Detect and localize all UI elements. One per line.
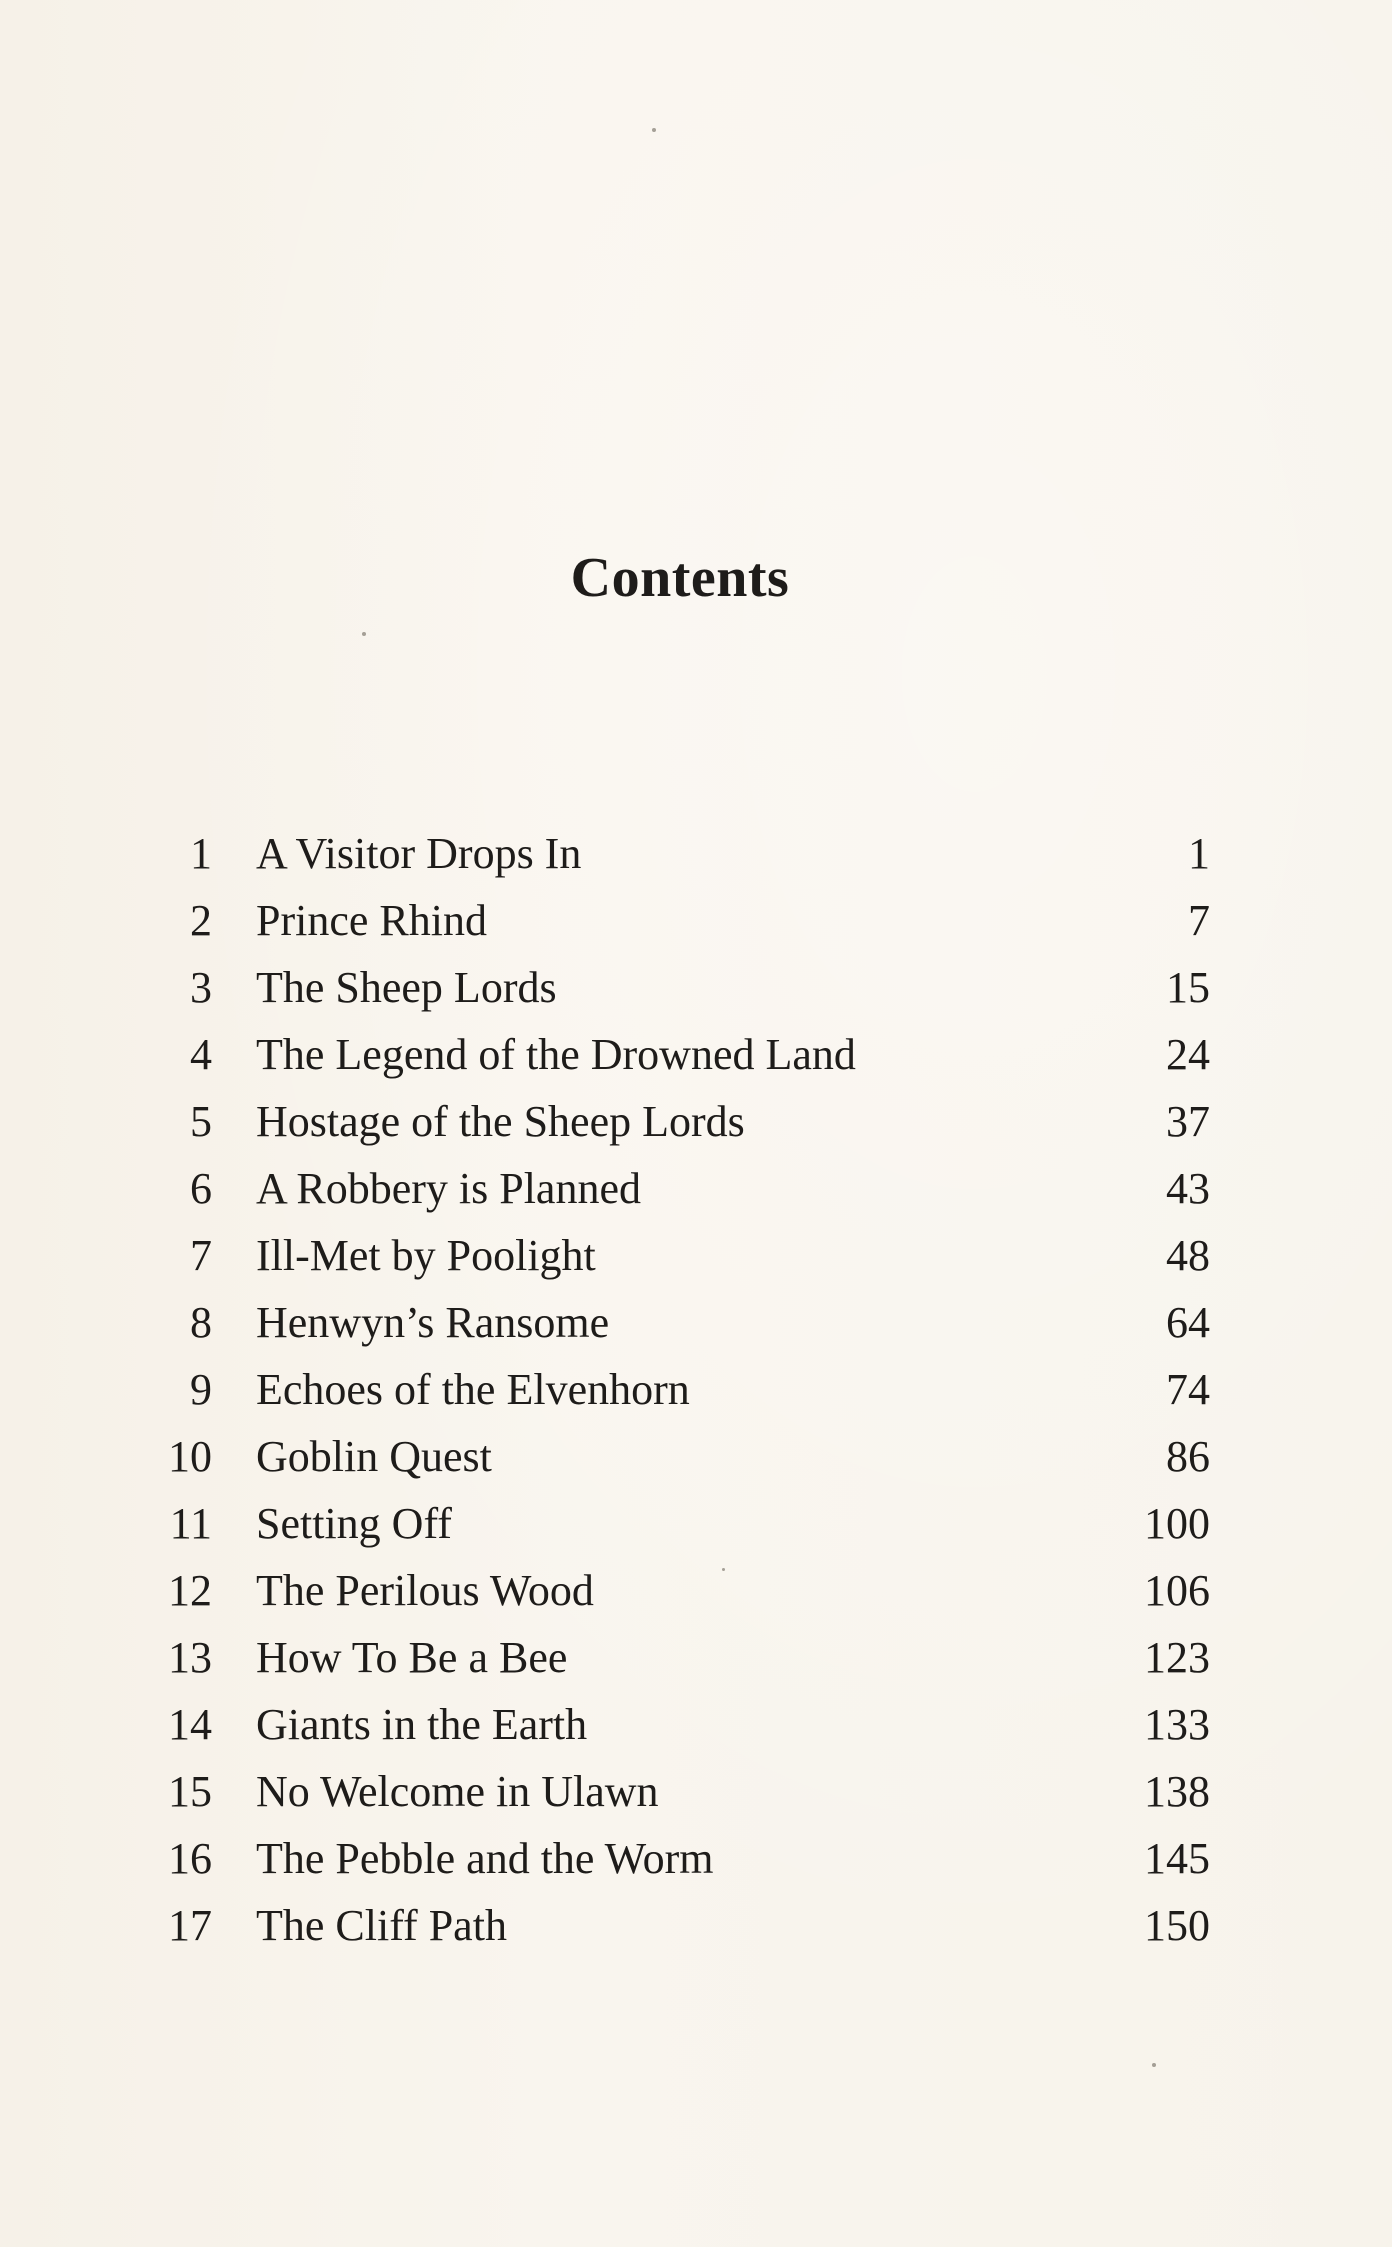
chapter-page: 1	[1188, 829, 1210, 878]
toc-row	[150, 1624, 1210, 1691]
chapter-title: The Sheep Lords	[256, 963, 557, 1012]
chapter-title: No Welcome in Ulawn	[256, 1767, 659, 1816]
chapter-title: The Legend of the Drowned Land	[256, 1030, 856, 1079]
chapter-page: 43	[1166, 1164, 1210, 1213]
toc-row	[150, 1021, 1210, 1088]
toc-row	[150, 1423, 1210, 1490]
chapter-page: 15	[1166, 963, 1210, 1012]
chapter-number: 4	[190, 1030, 212, 1079]
chapter-number: 7	[190, 1231, 212, 1280]
chapter-title: Ill-Met by Poolight	[256, 1231, 596, 1280]
chapter-number: 3	[190, 963, 212, 1012]
chapter-number: 14	[168, 1700, 212, 1749]
toc-row	[150, 1088, 1210, 1155]
chapter-page: 145	[1144, 1834, 1210, 1883]
chapter-title: A Robbery is Planned	[256, 1164, 641, 1213]
chapter-number: 1	[190, 829, 212, 878]
paper-speck	[652, 128, 656, 132]
chapter-number: 10	[168, 1432, 212, 1481]
chapter-page: 100	[1144, 1499, 1210, 1548]
chapter-page: 150	[1144, 1901, 1210, 1950]
chapter-number: 8	[190, 1298, 212, 1347]
toc-row	[150, 1557, 1210, 1624]
paper-speck	[722, 1568, 725, 1571]
chapter-title: Echoes of the Elvenhorn	[256, 1365, 690, 1414]
chapter-page: 133	[1144, 1700, 1210, 1749]
chapter-number: 12	[168, 1566, 212, 1615]
page-title: Contents	[570, 547, 790, 609]
chapter-number: 2	[190, 896, 212, 945]
paper-speck	[1152, 2063, 1156, 2067]
toc-row	[150, 1758, 1210, 1825]
chapter-page: 7	[1188, 896, 1210, 945]
chapter-title: Henwyn’s Ransome	[256, 1298, 610, 1347]
chapter-title: How To Be a Bee	[256, 1633, 568, 1682]
chapter-title: Prince Rhind	[256, 896, 487, 945]
toc-row	[150, 1825, 1210, 1892]
chapter-number: 6	[190, 1164, 212, 1213]
chapter-number: 9	[190, 1365, 212, 1414]
table-of-contents	[150, 820, 1210, 1959]
chapter-number: 16	[168, 1834, 212, 1883]
chapter-page: 123	[1144, 1633, 1210, 1682]
chapter-number: 5	[190, 1097, 212, 1146]
toc-row	[150, 1222, 1210, 1289]
chapter-title: Giants in the Earth	[256, 1700, 588, 1749]
chapter-title: Setting Off	[256, 1499, 452, 1548]
chapter-page: 86	[1166, 1432, 1210, 1481]
toc-row	[150, 1155, 1210, 1222]
chapter-page: 48	[1166, 1231, 1210, 1280]
toc-row	[150, 887, 1210, 954]
chapter-title: The Perilous Wood	[256, 1566, 594, 1615]
chapter-title: The Cliff Path	[256, 1901, 507, 1950]
chapter-number: 11	[169, 1499, 212, 1548]
toc-row	[150, 954, 1210, 1021]
chapter-title: A Visitor Drops In	[256, 829, 582, 878]
chapter-title: Hostage of the Sheep Lords	[256, 1097, 745, 1146]
toc-row	[150, 1691, 1210, 1758]
chapter-page: 74	[1166, 1365, 1210, 1414]
chapter-page: 64	[1166, 1298, 1210, 1347]
chapter-number: 15	[168, 1767, 212, 1816]
toc-row	[150, 1356, 1210, 1423]
chapter-title: The Pebble and the Worm	[256, 1834, 714, 1883]
toc-row	[150, 820, 1210, 887]
chapter-page: 24	[1166, 1030, 1210, 1079]
toc-row	[150, 1289, 1210, 1356]
chapter-page: 106	[1144, 1566, 1210, 1615]
chapter-number: 17	[168, 1901, 212, 1950]
chapter-title: Goblin Quest	[256, 1432, 492, 1481]
paper-speck	[362, 632, 366, 636]
toc-row	[150, 1490, 1210, 1557]
chapter-page: 37	[1166, 1097, 1210, 1146]
toc-row	[150, 1892, 1210, 1959]
chapter-page: 138	[1144, 1767, 1210, 1816]
chapter-number: 13	[168, 1633, 212, 1682]
